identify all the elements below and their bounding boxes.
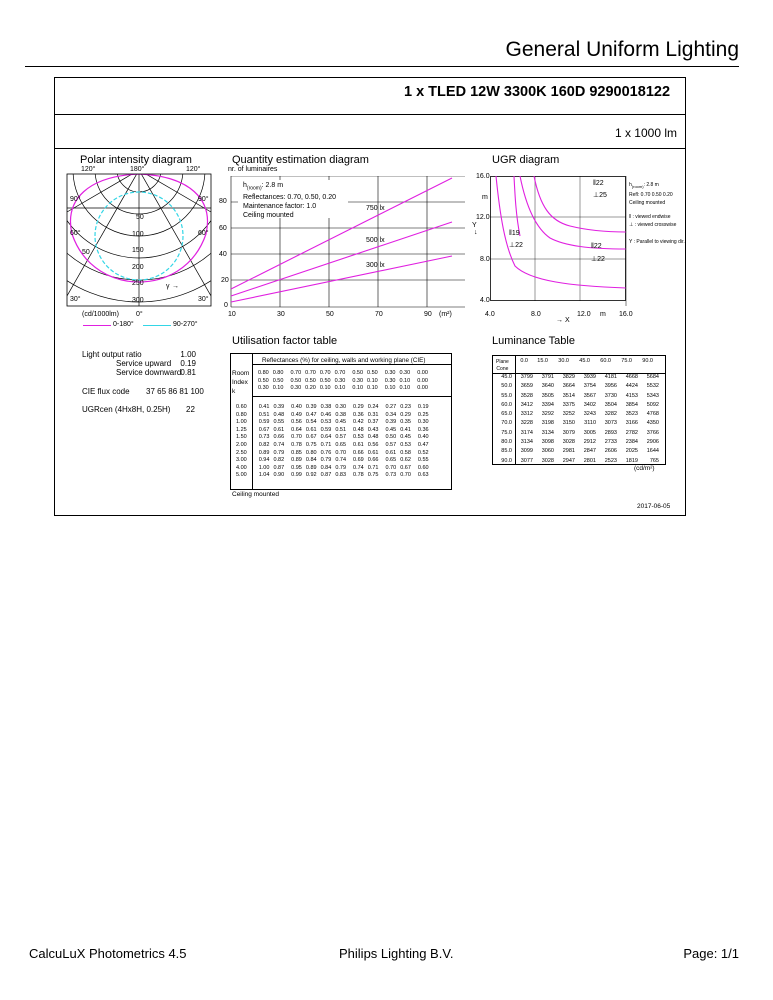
x-tick: 50: [326, 311, 334, 318]
ugr-xlabel: m: [600, 311, 606, 318]
angle-label: 90°: [70, 196, 81, 203]
table-row: 75.0 3174 3134 3079 3005 2893 2782 3766: [501, 429, 659, 436]
legend-c0: 0-180°: [113, 321, 134, 328]
ugr-info: $h_{(room)}$: 2.8 m Refl: 0.70 0.50 0.20 Ceiling mounted: [629, 182, 673, 206]
ring-label: 50: [136, 214, 144, 221]
x-tick: 10: [228, 311, 236, 318]
section-rule: [54, 148, 686, 149]
room-index-label: Room Index k: [232, 370, 250, 395]
ugr-label: ⊥22: [591, 256, 605, 263]
table-row: 2.50 0.89 0.79 0.85 0.80 0.76 0.70 0.66 0.61 0.61 0.58 0.52: [236, 449, 429, 456]
table-row: 65.0 3312 3292 3252 3243 3282 3523 4768: [501, 411, 659, 418]
ugr-cen-value: 22: [186, 405, 195, 414]
x-tick: 30: [277, 311, 285, 318]
table-row: 90.0 3077 3028 2947 2801 2523 1819 765: [501, 457, 659, 464]
ring-label: 250: [132, 280, 144, 287]
angle-label: 90°: [198, 196, 209, 203]
angle-label: 30°: [198, 296, 209, 303]
legend-swatch-c90: [143, 325, 171, 326]
table-row: 0.80 0.51 0.48 0.49 0.47 0.46 0.38 0.36 0.31 0.34 0.29 0.25: [236, 411, 429, 418]
cie-flux-value: 37 65 86 81 100: [146, 387, 204, 396]
x-tick: 90: [424, 311, 432, 318]
ugr-label: ‖19: [509, 230, 520, 237]
polar-title: Polar intensity diagram: [80, 154, 192, 166]
product-name: 1 x TLED 12W 3300K 160D 9290018122: [404, 84, 671, 100]
line-label: 750 lx: [366, 205, 385, 212]
table-row: 50.0 3659 3640 3664 3754 3956 4424 5532: [501, 383, 659, 390]
table-row: 1.50 0.73 0.66 0.70 0.67 0.64 0.57 0.53 0.48 0.50 0.45 0.40: [236, 434, 429, 441]
polar-unit: (cd/1000lm): [82, 311, 119, 318]
angle-label: 60°: [198, 230, 209, 237]
angle-label: 120°: [81, 166, 96, 173]
line-300lx: [231, 256, 452, 302]
gamma-arrow-icon: →: [172, 283, 179, 290]
footer-software: CalcuLuX Photometrics 4.5: [29, 946, 187, 961]
table-row: 0.60 0.41 0.39 0.40 0.39 0.38 0.30 0.29 0.24 0.27 0.23 0.19: [236, 404, 429, 410]
arrow-down-icon: ↓: [474, 229, 478, 236]
footer-company: Philips Lighting B.V.: [339, 946, 454, 961]
ring-label: 100: [132, 231, 144, 238]
ugr-xtick: 4.0: [485, 311, 495, 318]
table-row: 70.0 3228 3198 3150 3110 3073 3166 4350: [501, 420, 659, 427]
x-tick: 70: [375, 311, 383, 318]
table-row: 80.0 3134 3098 3028 2912 2733 2384 2906: [501, 439, 659, 446]
ring-label: 300: [132, 297, 144, 304]
luminance-unit: (cd/m²): [634, 465, 655, 472]
luminance-corner: Plane Cone: [496, 359, 509, 372]
angle-label: 30°: [70, 296, 81, 303]
legend-c90: 90-270°: [173, 321, 198, 328]
ugr-ytick: 4.0: [480, 297, 490, 304]
line-label: 500 lx: [366, 237, 385, 244]
utilisation-header: Reflectances (%) for ceiling, walls and working plane (CIE): [262, 357, 426, 364]
page-title: General Uniform Lighting: [505, 38, 739, 61]
ugr-curve: [520, 176, 626, 249]
y-tick: 40: [219, 251, 227, 258]
ugr-xtick: 12.0: [577, 311, 591, 318]
arrow-right-icon: →: [556, 317, 563, 324]
y-tick: 20: [221, 277, 229, 284]
cie-flux-label: CIE flux code: [82, 387, 130, 396]
y-tick: 80: [219, 198, 227, 205]
luminance-header-row: 0.0 15.0 30.0 45.0 60.0 75.0 90.0: [520, 358, 653, 364]
ugr-ytick: 16.0: [476, 173, 490, 180]
angle-label: 60°: [70, 230, 81, 237]
table-row: 4.00 1.00 0.87 0.95 0.89 0.84 0.79 0.74 0.71 0.70 0.67 0.60: [236, 464, 429, 471]
quantity-ylabel: nr. of luminaires: [228, 166, 278, 173]
ugr-xlabel: X: [565, 317, 570, 324]
ugr-xtick: 16.0: [619, 311, 633, 318]
ugr-label: ‖22: [591, 243, 602, 250]
table-row: 1.00 0.59 0.55 0.56 0.54 0.53 0.45 0.42 0.37 0.39 0.35 0.30: [236, 419, 429, 426]
table-row: 2.00 0.82 0.74 0.78 0.75 0.71 0.65 0.61 0.56 0.57 0.53 0.47: [236, 441, 429, 448]
luminous-flux: 1 x 1000 lm: [614, 126, 677, 140]
ugr-title: UGR diagram: [492, 154, 560, 166]
angle-label: 180°: [130, 166, 145, 173]
table-row: 55.0 3528 3505 3514 3567 3730 4153 5343: [501, 392, 659, 399]
quantity-info: $h_{(room)}$: 2.8 m Reflectances: 0.70, 0.50, 0.20 Maintenance factor: 1.0 Ceiling mounted: [243, 182, 337, 220]
table-row: 3.00 0.94 0.82 0.89 0.84 0.79 0.74 0.69 0.66 0.65 0.62 0.55: [236, 457, 429, 464]
angle-label: 120°: [186, 166, 201, 173]
footer-page: Page: 1/1: [683, 946, 739, 961]
ugr-ylabel: Y: [472, 222, 477, 229]
utilisation-title: Utilisation factor table: [232, 335, 338, 347]
ugr-curve: [514, 176, 520, 236]
properties: Light output ratio 1.00 Service upward 0.19 Service downward 0.81: [82, 350, 196, 377]
header-rule: [25, 66, 739, 67]
legend-swatch-c0: [83, 325, 111, 326]
table-row: 1.25 0.67 0.61 0.64 0.61 0.59 0.51 0.48 0.43 0.45 0.41 0.36: [236, 426, 429, 433]
ugr-ylabel: m: [482, 194, 488, 201]
quantity-title: Quantity estimation diagram: [232, 154, 369, 166]
ugr-ytick: 12.0: [476, 214, 490, 221]
table-row: 5.00 1.04 0.90 0.99 0.92 0.87 0.83 0.78 0.75 0.73 0.70 0.63: [236, 472, 429, 479]
line-label: 300 lx: [366, 262, 385, 269]
reflectance-rows: 0.80 0.80 0.70 0.70 0.70 0.70 0.50 0.50 0.30 0.30 0.00 0.50 0.50 0.50 0.50 0.50 0.30 0.30 0.10 0.30 0.10 0.00 0.30 0.10 0.30 0.20 0.10 0.10 0.10 0.10 0.10 0.10 0.00: [258, 370, 428, 392]
ugr-xtick: 8.0: [531, 311, 541, 318]
ugr-legend: ‖ : viewed endwise ⊥ : viewed crosswise Y : Parallel to viewing dir.: [629, 214, 685, 245]
ugr-label: ⊥25: [593, 192, 607, 199]
table-row: 60.0 3412 3394 3375 3402 3504 3854 5092: [501, 401, 659, 408]
ugr-label: ‖22: [593, 180, 604, 187]
ugr-label: ⊥22: [509, 242, 523, 249]
gamma-label: γ: [166, 283, 170, 290]
utilisation-rows: [234, 404, 431, 480]
luminance-rows: [494, 373, 661, 466]
date-stamp: 2017-06-05: [637, 503, 671, 510]
angle-label: 0°: [136, 311, 143, 318]
ring-label: 200: [132, 264, 144, 271]
ugr-ytick: 8.0: [480, 256, 490, 263]
ring-label: 50: [82, 249, 90, 256]
ring-label: 150: [132, 247, 144, 254]
table-row: 45.0 3799 3791 3829 3939 4181 4668 5684: [501, 374, 659, 380]
luminance-title: Luminance Table: [492, 335, 575, 347]
ugr-cen-label: UGRcen (4Hx8H, 0.25H): [82, 405, 171, 414]
utilisation-note: Ceiling mounted: [232, 491, 279, 498]
product-rule: [54, 114, 686, 115]
x-unit: (m²): [439, 311, 452, 318]
table-row: 85.0 3099 3060 2981 2847 2606 2025 1644: [501, 448, 659, 455]
y-tick: 60: [219, 225, 227, 232]
y-tick: 0: [224, 302, 228, 309]
